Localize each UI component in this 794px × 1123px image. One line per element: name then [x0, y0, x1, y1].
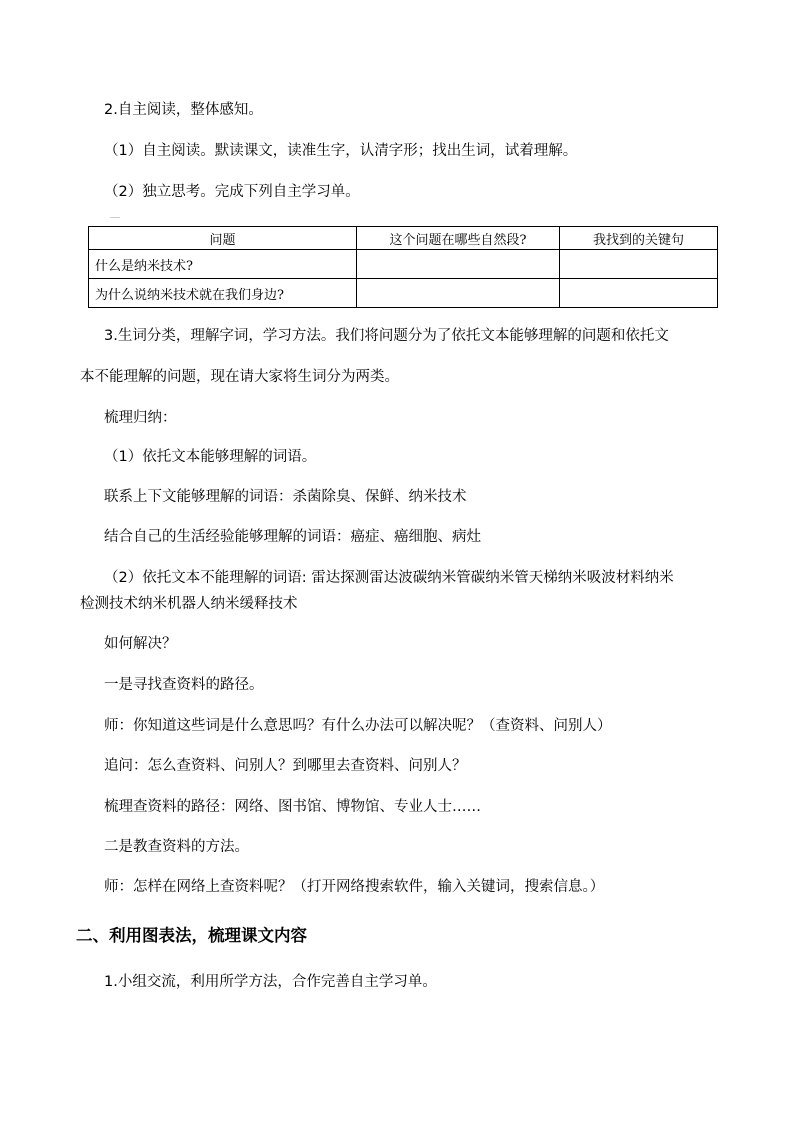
paragraph-follow-up-question: 追问：怎么查资料、问别人？到哪里去查资料、问别人？	[104, 758, 467, 774]
paragraph-hard-words-line-1: （2）依托文本不能理解的词语: 雷达探测雷达波碳纳米管碳纳米管天梯纳米吸波材料纳米	[104, 570, 674, 586]
table-row	[89, 279, 718, 308]
paragraph-method-two: 二是教查资料的方法。	[104, 839, 249, 855]
table-cell: 为什么说纳米技术就在我们身边?	[89, 279, 357, 308]
self-study-table	[88, 226, 718, 308]
paragraph-step-2: 2.自主阅读，整体感知。	[104, 102, 263, 118]
table-header-cell: 这个问题在哪些自然段?	[357, 227, 560, 250]
paragraph-step-3-line-1: 3.生词分类，理解字词，学习方法。我们将问题分为了依托文本能够理解的问题和依托文	[104, 328, 669, 344]
table-header-cell: 我找到的关键句	[560, 227, 718, 250]
section-heading-2: 二、利用图表法，梳理课文内容	[76, 926, 307, 945]
table-cell	[357, 279, 560, 308]
table-row	[89, 250, 718, 279]
paragraph-summary-label: 梳理归纳：	[104, 410, 177, 426]
paragraph-method-one: 一是寻找查资料的路径。	[104, 677, 264, 693]
paragraph-teacher-question: 师：你知道这些词是什么意思吗？有什么办法可以解决呢？（查资料、问别人）	[104, 718, 612, 734]
table-cell	[560, 250, 718, 279]
table-cell: 什么是纳米技术?	[89, 250, 357, 279]
table-header-row	[89, 227, 718, 250]
paragraph-self-reading: （1）自主阅读。默读课文，读准生字，认清字形；找出生词，试着理解。	[104, 143, 578, 159]
paragraph-step-3-line-2: 本不能理解的问题，现在请大家将生词分为两类。	[80, 369, 399, 385]
decorative-mark	[110, 217, 120, 218]
paragraph-teacher-online-search: 师：怎样在网络上查资料呢？（打开网络搜索软件，输入关键词，搜索信息。）	[104, 879, 605, 895]
table-cell	[560, 279, 718, 308]
paragraph-context-words: 联系上下文能够理解的词语：杀菌除臭、保鲜、纳米技术	[104, 489, 467, 505]
paragraph-independent-thinking: （2）独立思考。完成下列自主学习单。	[104, 184, 360, 200]
paragraph-group-discussion: 1.小组交流，利用所学方法，合作完善自主学习单。	[104, 974, 437, 990]
table-cell	[357, 250, 560, 279]
paragraph-experience-words: 结合自己的生活经验能够理解的词语：癌症、癌细胞、病灶	[104, 529, 481, 545]
paragraph-understandable-words: （1）依托文本能够理解的词语。	[104, 449, 317, 465]
table-header-cell: 问题	[89, 227, 357, 250]
paragraph-research-paths: 梳理查资料的路径：网络、图书馆、博物馆、专业人士……	[104, 799, 481, 815]
paragraph-how-to-solve: 如何解决？	[104, 636, 177, 652]
paragraph-hard-words-line-2: 检测技术纳米机器人纳米缓释技术	[80, 596, 298, 612]
